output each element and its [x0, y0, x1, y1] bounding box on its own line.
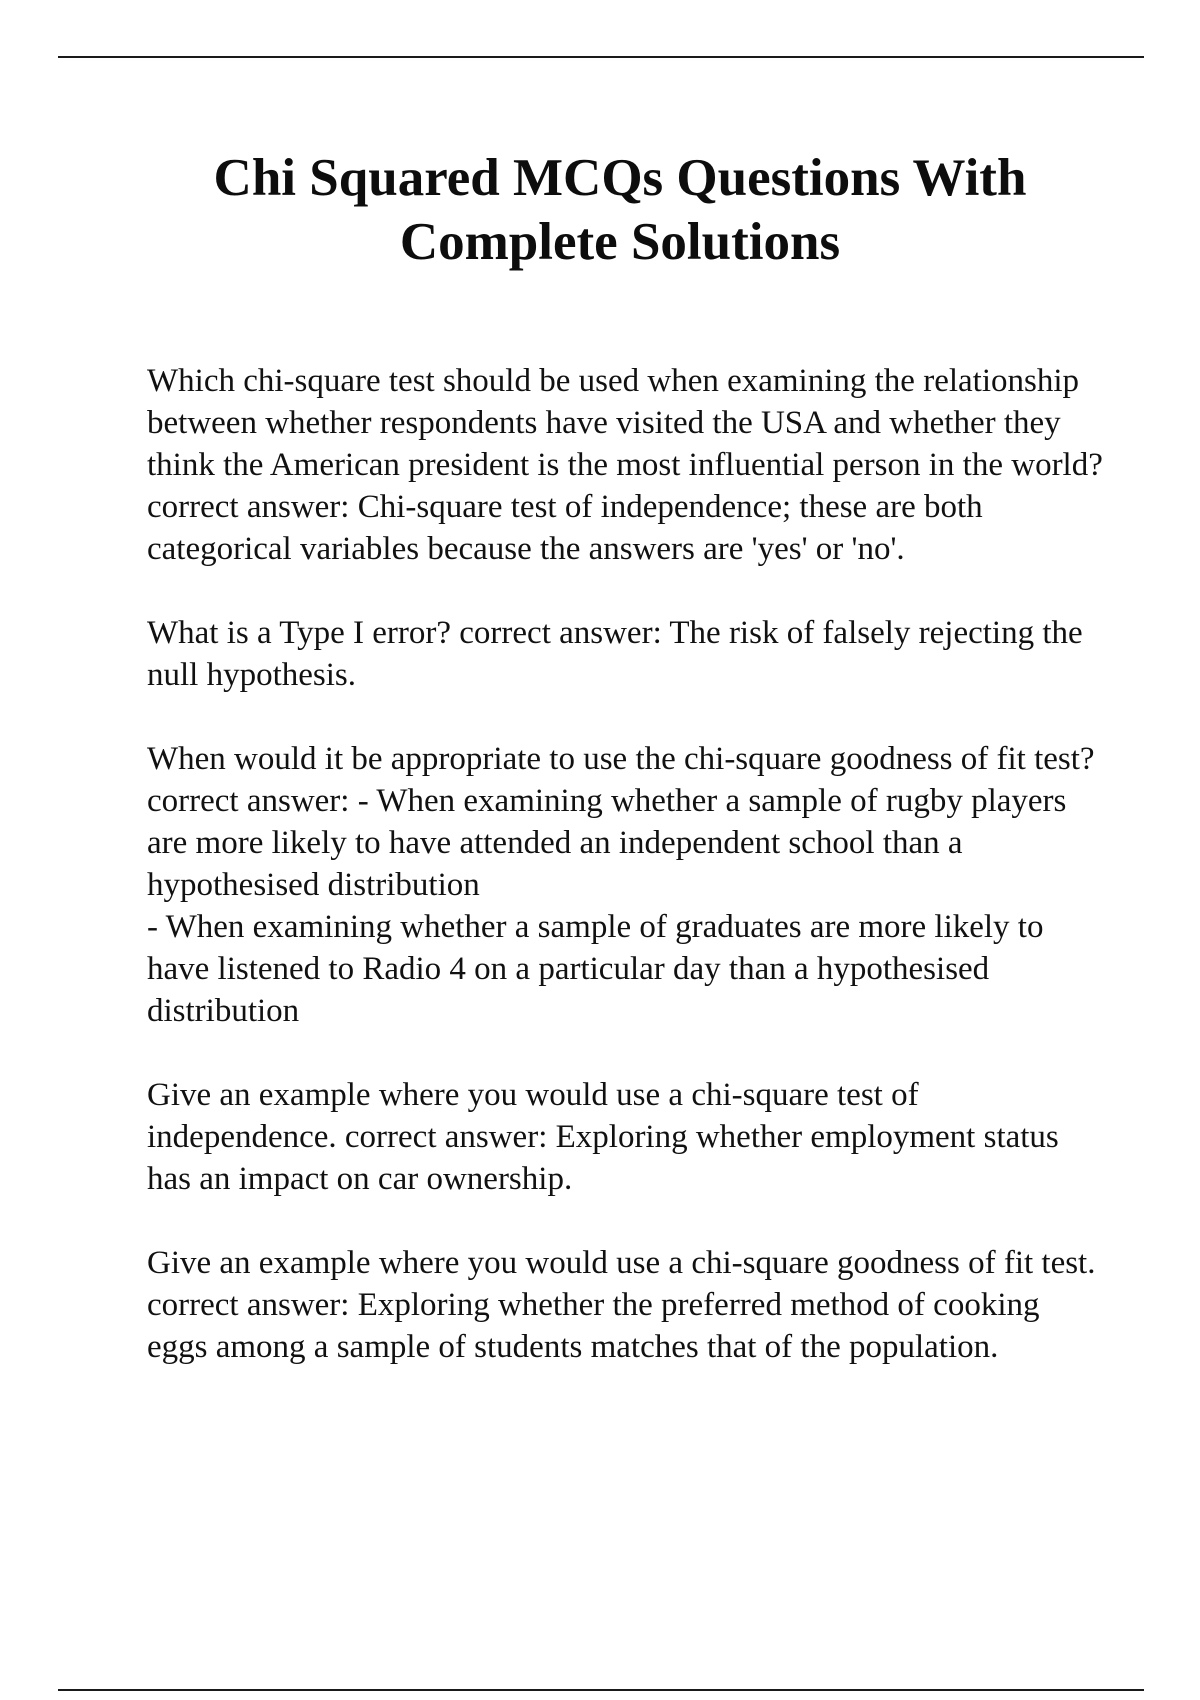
qa-entry-2: What is a Type I error? correct answer: The risk of falsely rejecting the null hypothesis. — [147, 615, 1083, 693]
document-title: Chi Squared MCQs Questions With Complete Solutions — [213, 149, 1027, 271]
qa-list — [147, 360, 1107, 1410]
qa-entry-1: Which chi-square test should be used when examining the relationship between whether respondents have visited the USA and whether they think the American president is the most influential person in the world? correct answer: Chi-square test of independence; these are both categorical variables because the answers are 'yes' or 'no'. — [147, 363, 1103, 567]
qa-entry-5: Give an example where you would use a chi-square goodness of fit test. correct answer: Exploring whether the preferred method of cooking eggs among a sample of students matches that of the population. — [147, 1245, 1096, 1365]
footer-rule — [58, 1689, 1144, 1691]
header-rule — [58, 56, 1144, 58]
qa-entry-4: Give an example where you would use a chi-square test of independence. correct answer: Exploring whether employment status has an impact on car ownership. — [147, 1077, 1059, 1197]
qa-entry-3: When would it be appropriate to use the chi-square goodness of fit test? correct answer: - When examining whether a sample of rugby players are more likely to have attended an independent school than a hypothesised distribution - When examining whether a sample of graduates are more likely to have listened to Radio 4 on a particular day than a hypothesised distribution — [147, 741, 1095, 1029]
